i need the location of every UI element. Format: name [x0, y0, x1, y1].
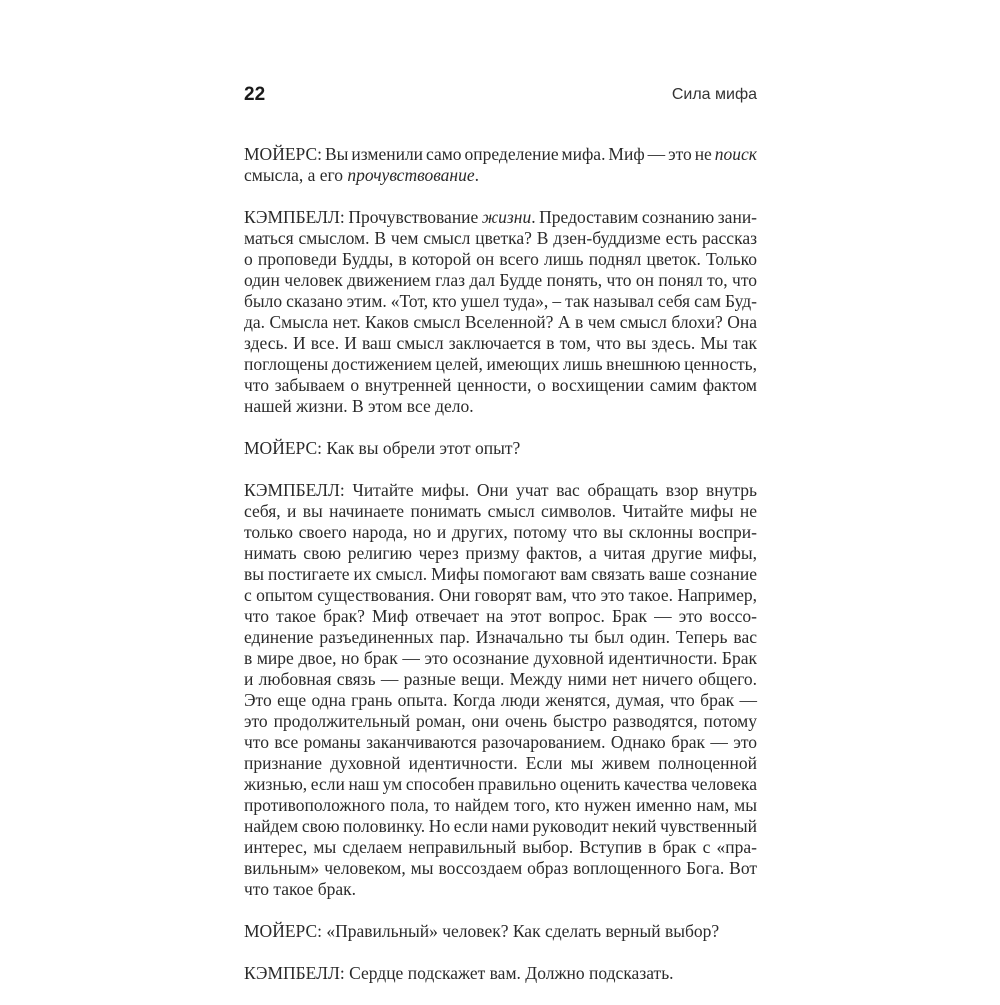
text-line [244, 249, 757, 270]
text-segment: о проповеди Будды, в которой он всего лишь поднял цветок. Только [244, 249, 757, 269]
text-line [244, 879, 757, 900]
text-segment: это продолжительный роман, они очень быстро разводятся, потому [244, 711, 757, 731]
text-segment: жизнью, если наш ум способен правильно оценить качества человека [244, 774, 757, 794]
text-line [244, 228, 757, 249]
running-title: Сила мифа [671, 86, 757, 103]
text-segment: было сказано этим. «Тот, кто ушел туда», – так называл себя сам Буд- [244, 291, 757, 311]
text-line [244, 522, 757, 543]
text-segment: КЭМПБЕЛЛ: Сердце подскажет вам. Должно подсказать. [244, 963, 674, 983]
text-line [244, 564, 757, 585]
text-line [244, 606, 757, 627]
text-segment: нимать свою религию через призму фактов, а читая другие мифы, [244, 543, 757, 563]
dialogue-paragraph [244, 921, 757, 942]
text-segment: КЭМПБЕЛЛ: Прочувствование [244, 207, 482, 227]
text-segment: единение разъединенных пар. Изначально ты был один. Теперь вас [244, 627, 757, 647]
dialogue-paragraph [244, 144, 757, 186]
dialogue-paragraph [244, 207, 757, 417]
text-line [244, 480, 757, 501]
text-segment: поглощены достижением целей, имеющих лишь внешнюю ценность, [244, 354, 757, 374]
dialogue-paragraph [244, 480, 757, 900]
text-segment: и любовная связь — разные вещи. Между ними нет ничего общего. [244, 669, 757, 689]
text-line [244, 816, 757, 837]
text-segment: вы постигаете их смысл. Мифы помогают вам связать ваше сознание [244, 564, 757, 584]
text-line [244, 165, 757, 186]
text-segment: с опытом существования. Они говорят вам, что это такое. Например, [244, 585, 757, 605]
page-body [244, 144, 757, 1005]
text-segment: интерес, мы сделаем неправильный выбор. Вступив в брак с «пра- [244, 837, 757, 857]
page-number: 22 [244, 84, 266, 105]
text-segment: вильным» человеком, мы воссоздаем образ воплощенного Бога. Вот [244, 858, 757, 878]
text-line [244, 207, 757, 228]
text-segment: себя, и вы начинаете понимать смысл символов. Читайте мифы не [244, 501, 757, 521]
text-segment: МОЙЕРС: Вы изменили само определение мифа. Миф — это не [244, 144, 715, 164]
text-segment: что все романы заканчиваются разочарованием. Однако брак — это [244, 732, 757, 752]
text-line [244, 732, 757, 753]
text-line [244, 270, 757, 291]
text-segment: что такое брак. [244, 879, 356, 899]
text-line [244, 858, 757, 879]
text-segment: признание духовной идентичности. Если мы живем полноценной [244, 753, 757, 773]
text-segment: один человек движением глаз дал Будде понять, что он понял то, что [244, 270, 757, 290]
text-segment: Это еще одна грань опыта. Когда люди женятся, думая, что брак — [244, 690, 757, 710]
text-line [244, 543, 757, 564]
text-segment: да. Смысла нет. Каков смысл Вселенной? А в чем смысл блохи? Она [244, 312, 757, 332]
italic-emphasis: поиск [714, 144, 757, 164]
text-segment: здесь. И все. И ваш смысл заключается в том, что вы здесь. Мы так [244, 333, 757, 353]
text-line [244, 753, 757, 774]
text-segment: . [474, 165, 480, 185]
text-line [244, 333, 757, 354]
text-segment: в мире двое, но брак — это осознание духовной идентичности. Брак [244, 648, 757, 668]
text-line [244, 648, 757, 669]
text-line [244, 837, 757, 858]
text-line [244, 585, 757, 606]
text-line [244, 438, 757, 459]
text-segment: . Предоставим сознанию зани- [531, 207, 758, 227]
text-segment: что забываем о внутренней ценности, о восхищении самим фактом [244, 375, 757, 395]
italic-emphasis: прочувствование [347, 165, 475, 185]
text-line [244, 774, 757, 795]
text-line [244, 921, 757, 942]
text-line [244, 312, 757, 333]
text-line [244, 501, 757, 522]
text-line [244, 669, 757, 690]
text-segment: только своего народа, но и других, потому что вы склонны воспри- [244, 522, 757, 542]
text-line [244, 963, 757, 984]
text-segment: маться смыслом. В чем смысл цветка? В дзен-буддизме есть рассказ [244, 228, 757, 248]
text-line [244, 396, 757, 417]
text-segment: КЭМПБЕЛЛ: Читайте мифы. Они учат вас обращать взор внутрь [244, 480, 757, 500]
dialogue-paragraph [244, 963, 757, 984]
text-line [244, 795, 757, 816]
text-line [244, 354, 757, 375]
text-line [244, 627, 757, 648]
text-line [244, 375, 757, 396]
text-segment: найдем свою половинку. Но если нами руководит некий чувственный [244, 816, 757, 836]
text-segment: противоположного пола, то найдем того, кто нужен именно нам, мы [244, 795, 757, 815]
text-segment: нашей жизни. В этом все дело. [244, 396, 474, 416]
text-line [244, 711, 757, 732]
text-segment: МОЙЕРС: Как вы обрели этот опыт? [244, 438, 521, 458]
text-line [244, 690, 757, 711]
text-segment: смысла, а его [244, 165, 348, 185]
text-segment: МОЙЕРС: «Правильный» человек? Как сделать верный выбор? [244, 921, 720, 941]
italic-emphasis: жизни [481, 207, 532, 227]
text-line [244, 291, 757, 312]
dialogue-paragraph [244, 438, 757, 459]
text-line [244, 144, 757, 165]
text-segment: что такое брак? Миф отвечает на этот вопрос. Брак — это воссо- [244, 606, 757, 626]
